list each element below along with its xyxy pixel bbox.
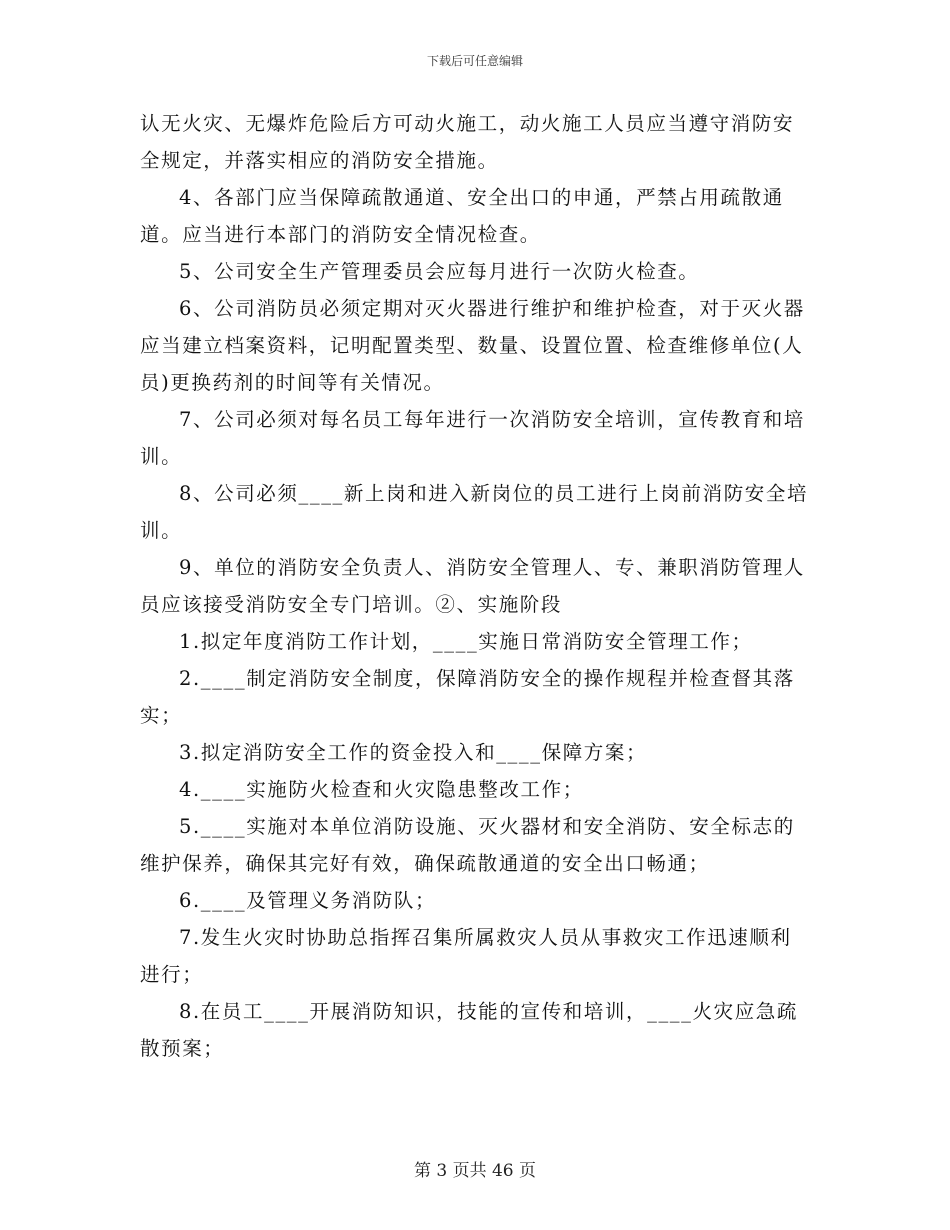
paragraph-item-5: 5、公司安全生产管理委员会应每月进行一次防火检查。	[179, 260, 700, 283]
list-item-5: 5.____实施对本单位消防设施、灭火器材和安全消防、安全标志的维护保养，确保其完好有效，确保疏散通道的安全出口畅通；	[140, 815, 795, 875]
list-item-7: 7.发生火灾时协助总指挥召集所属救灾人员从事救灾工作迅速顺利进行；	[140, 926, 792, 986]
page-number: 第 3 页共 46 页	[413, 1161, 537, 1181]
list-item-3: 3.拟定消防安全工作的资金投入和____保障方案；	[179, 741, 648, 764]
paragraph-item-8: 8、公司必须____新上岗和进入新岗位的员工进行上岗前消防安全培训。	[140, 482, 809, 542]
paragraph-item-7: 7、公司必须对每名员工每年进行一次消防安全培训，宣传教育和培训。	[140, 408, 805, 468]
document-body	[140, 105, 810, 1067]
list-item-6: 6.____及管理义务消防队；	[179, 889, 437, 912]
list-item-2: 2.____制定消防安全制度，保障消防安全的操作规程并检查督其落实；	[140, 667, 795, 727]
paragraph-item-6: 6、公司消防员必须定期对灭火器进行维护和维护检查，对于灭火器应当建立档案资料，记明配置类型、数量、设置位置、检查维修单位(人员)更换药剂的时间等有关情况。	[140, 297, 805, 394]
paragraph-item-9: 9、单位的消防安全负责人、消防安全管理人、专、兼职消防管理人员应该接受消防安全专门培训。②、实施阶段	[140, 556, 805, 616]
list-item-4: 4.____实施防火检查和火灾隐患整改工作；	[179, 778, 584, 801]
list-item-1: 1.拟定年度消防工作计划，____实施日常消防安全管理工作；	[179, 630, 753, 653]
list-item-8: 8.在员工____开展消防知识，技能的宣传和培训，____火灾应急疏散预案；	[140, 1000, 799, 1060]
paragraph-item-4: 4、各部门应当保障疏散通道、安全出口的申通，严禁占用疏散通道。应当进行本部门的消防安全情况检查。	[140, 186, 784, 246]
paragraph-continuation: 认无火灾、无爆炸危险后方可动火施工，动火施工人员应当遵守消防安全规定，并落实相应的消防安全措施。	[140, 112, 795, 172]
page-header: 下载后可任意编辑	[426, 54, 523, 68]
